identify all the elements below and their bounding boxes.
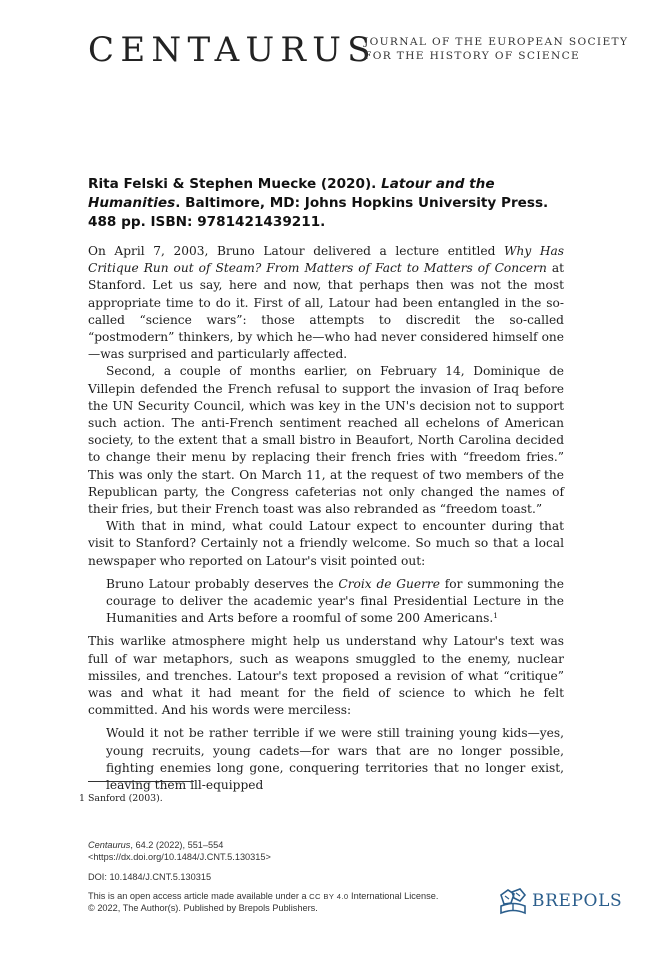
block-quote-1-text-a: Bruno Latour probably deserves the <box>106 576 339 591</box>
paragraph-3: With that in mind, what could Latour expect to encounter during that visit to Stanford? Certainly not a friendly welcome. So much so that a local newspaper who reported on Latour's visit pointed out: <box>88 519 564 568</box>
paragraph-1-text-a: On April 7, 2003, Bruno Latour delivered a lecture entitled <box>88 244 504 258</box>
footnote-reference[interactable]: 1 <box>493 611 498 621</box>
doi-url[interactable]: <https://dx.doi.org/10.1484/J.CNT.5.130315> <box>88 851 271 862</box>
citation-details: , 64.2 (2022), 551–554 <box>130 840 224 850</box>
copyright: © 2022, The Author(s). Published by Brepols Publishers. <box>88 903 318 914</box>
footnote-divider <box>88 781 194 782</box>
paragraph-4: This warlike atmosphere might help us understand why Latour's text was full of war metaphors, such as weapons smuggled to the enemy, nuclear missiles, and trenches. Latour's text proposed a revision of what “critique” was and what it had meant for the field of science to which he felt committed. And his words were merciless: <box>88 634 564 718</box>
review-authors: Rita Felski & Stephen Muecke (2020). <box>88 176 382 192</box>
citation <box>88 840 488 852</box>
review-publication: . Baltimore, MD: Johns Hopkins University Press. 488 pp. ISBN: 9781421439211. <box>88 195 549 230</box>
footnote <box>79 793 163 805</box>
article-body <box>88 243 564 794</box>
review-book-title: Latour and the Humanities <box>88 176 495 211</box>
license-text-b: International License. <box>348 891 439 902</box>
journal-subtitle <box>364 36 628 63</box>
brepols-logo <box>498 886 623 918</box>
paragraph-1 <box>88 243 564 363</box>
license <box>88 891 488 903</box>
block-quote-2: Would it not be rather terrible if we were still training young kids—yes, young recruits, young cadets—for wars that are no longer possible, fighting enemies long gone, conquering territories that no longer exist, leaving them ill-equipped <box>106 726 564 793</box>
paragraph-1-text-b: at Stanford. Let us say, here and now, that perhaps then was not the most appropriate time to do it. First of all, Latour had been entangled in the so-called “science wars”: those attempts to discredit the so-called “postmodern” thinkers, by which he—who had never considered himself one—was surprised and particularly affected. <box>88 261 564 362</box>
croix-de-guerre: Croix de Guerre <box>338 576 440 591</box>
meta-gap-2 <box>88 883 488 891</box>
journal-title: CENTAURUS <box>88 30 377 70</box>
journal-subtitle-line-2: FOR THE HISTORY OF SCIENCE <box>364 49 581 62</box>
meta-gap-1 <box>88 864 488 872</box>
block-quote-1 <box>106 576 564 628</box>
license-text-a: This is an open access article made available under a <box>88 891 310 902</box>
review-heading <box>88 175 558 232</box>
brepols-wordmark: BREPOLS <box>532 891 623 911</box>
paragraph-2: Second, a couple of months earlier, on February 14, Dominique de Villepin defended the French refusal to support the invasion of Iraq before the UN Security Council, which was key in the UN's decision not to support such action. The anti-French sentiment reached all echelons of American society, to the extent that a small bistro in Beaufort, North Carolina decided to change their menu by replacing their french fries with “freedom fries.” This was only the start. On March 11, at the request of two members of the Republican party, the Congress cafeterias not only changed the names of their fries, but their French toast was also rebranded as “freedom toast.” <box>88 364 564 517</box>
journal-masthead <box>88 30 648 70</box>
license-cc[interactable]: CC BY 4.0 <box>309 892 349 902</box>
brepols-emblem-icon <box>498 886 528 916</box>
doi: DOI: 10.1484/J.CNT.5.130315 <box>88 871 212 882</box>
footnote-number: 1 <box>79 793 85 804</box>
block-quote-1-text-b: for summoning the courage to deliver the academic year's final Presidential Lecture in the Humanities and Arts before a roomful of some 200 Americans. <box>106 576 564 626</box>
journal-subtitle-line-1: JOURNAL OF THE EUROPEAN SOCIETY <box>364 36 629 48</box>
article-metadata <box>88 840 488 915</box>
footnote-text: Sanford (2003). <box>88 793 163 804</box>
citation-journal: Centaurus <box>88 840 131 850</box>
lecture-title: Why Has Critique Run out of Steam? From Matters of Fact to Matters of Concern <box>88 244 564 276</box>
